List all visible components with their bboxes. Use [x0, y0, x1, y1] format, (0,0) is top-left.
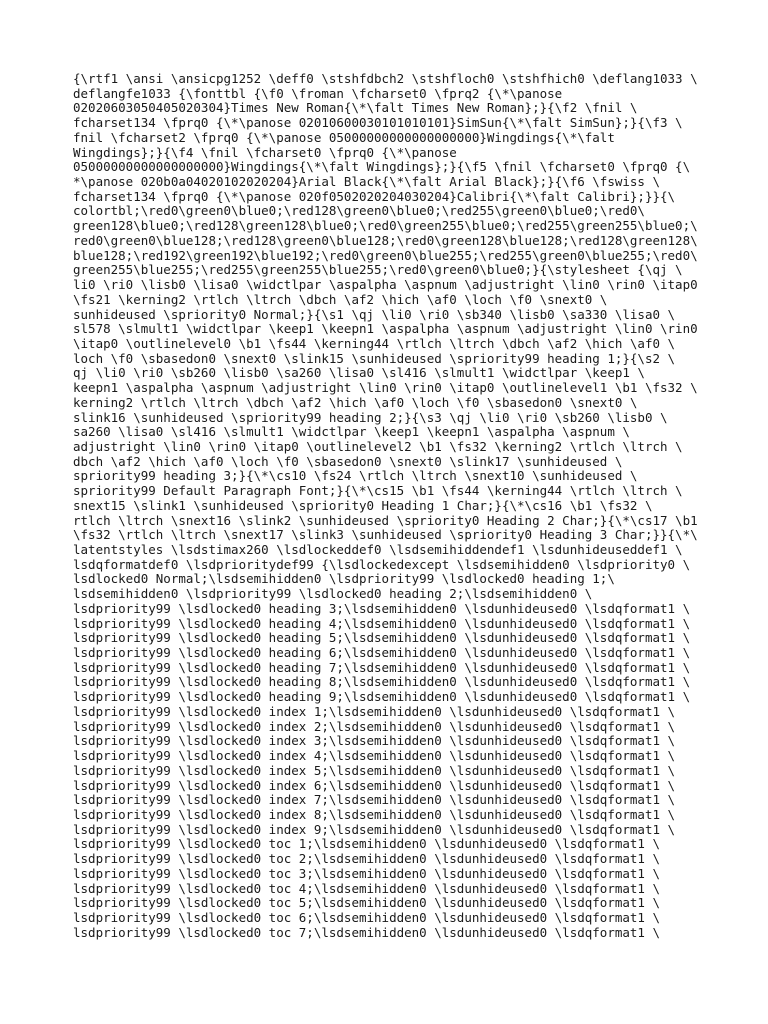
text-line: lsdpriority99 \lsdlocked0 heading 8;\lsdsemihidden0 \lsdunhideused0 \lsdqformat1 \ — [73, 674, 691, 690]
text-line: deflangfe1033 {\fonttbl {\f0 \froman \fcharset0 \fprq2 {\*\panose — [73, 85, 563, 101]
text-line: lsdpriority99 \lsdlocked0 index 3;\lsdsemihidden0 \lsdunhideused0 \lsdqformat1 \ — [73, 733, 676, 749]
text-line: slink16 \sunhideused \spriority99 heading 2;}{\s3 \qj \li0 \ri0 \sb260 \lisb0 \ — [73, 409, 668, 425]
text-line: lsdsemihidden0 \lsdpriority99 \lsdlocked0 heading 2;\lsdsemihidden0 \ — [73, 586, 593, 602]
text-line: green128\blue0;\red128\green128\blue0;\red0\green255\blue0;\red255\green255\blue0;\ — [73, 218, 698, 234]
text-line: lsdpriority99 \lsdlocked0 index 2;\lsdsemihidden0 \lsdunhideused0 \lsdqformat1 \ — [73, 718, 676, 734]
text-line: green255\blue255;\red255\green255\blue255;\red0\green0\blue0;}{\stylesheet {\qj \ — [73, 262, 683, 278]
text-line: sa260 \lisa0 \sl416 \slmult1 \widctlpar \keep1 \keepn1 \aspalpha \aspnum \ — [73, 424, 630, 440]
text-line: lsdpriority99 \lsdlocked0 heading 5;\lsdsemihidden0 \lsdunhideused0 \lsdqformat1 \ — [73, 630, 691, 646]
text-line: lsdlocked0 Normal;\lsdsemihidden0 \lsdpriority99 \lsdlocked0 heading 1;\ — [73, 571, 615, 587]
text-line: adjustright \lin0 \rin0 \itap0 \outlinelevel2 \b1 \fs32 \kerning2 \rtlch \ltrch \ — [73, 438, 683, 454]
text-line: \fs21 \kerning2 \rtlch \ltrch \dbch \af2 \hich \af0 \loch \f0 \snext0 \ — [73, 291, 608, 307]
text-line: lsdpriority99 \lsdlocked0 index 9;\lsdsemihidden0 \lsdunhideused0 \lsdqformat1 \ — [73, 821, 676, 837]
text-line: fnil \fcharset2 \fprq0 {\*\panose 05000000000000000000}Wingdings{\*\falt — [73, 129, 615, 145]
text-line: sunhideused \spriority0 Normal;}{\s1 \qj \li0 \ri0 \sb340 \lisb0 \sa330 \lisa0 \ — [73, 306, 676, 322]
text-line: lsdpriority99 \lsdlocked0 heading 7;\lsdsemihidden0 \lsdunhideused0 \lsdqformat1 \ — [73, 659, 691, 675]
text-line: {\rtf1 \ansi \ansicpg1252 \deff0 \stshfdbch2 \stshfloch0 \stshfhich0 \deflang1033 \ — [73, 71, 698, 86]
text-line: fcharset134 \fprq0 {\*\panose 02010600030101010101}SimSun{\*\falt SimSun};}{\f3 \ — [73, 115, 683, 131]
text-line: lsdpriority99 \lsdlocked0 index 5;\lsdsemihidden0 \lsdunhideused0 \lsdqformat1 \ — [73, 762, 676, 778]
text-line: qj \li0 \ri0 \sb260 \lisb0 \sa260 \lisa0 \sl416 \slmult1 \widctlpar \keep1 \ — [73, 365, 645, 381]
text-line: lsdqformatdef0 \lsdprioritydef99 {\lsdlockedexcept \lsdsemihidden0 \lsdpriority0 \ — [73, 556, 691, 572]
text-line: blue128;\red192\green192\blue192;\red0\green0\blue255;\red255\green0\blue255;\red0\ — [73, 247, 698, 263]
text-line: lsdpriority99 \lsdlocked0 heading 3;\lsdsemihidden0 \lsdunhideused0 \lsdqformat1 \ — [73, 600, 691, 616]
text-line: lsdpriority99 \lsdlocked0 toc 1;\lsdsemihidden0 \lsdunhideused0 \lsdqformat1 \ — [73, 836, 660, 852]
text-line: dbch \af2 \hich \af0 \loch \f0 \sbasedon0 \snext0 \slink17 \sunhideused \ — [73, 453, 623, 469]
text-line: lsdpriority99 \lsdlocked0 toc 5;\lsdsemihidden0 \lsdunhideused0 \lsdqformat1 \ — [73, 895, 660, 911]
text-line: lsdpriority99 \lsdlocked0 toc 7;\lsdsemihidden0 \lsdunhideused0 \lsdqformat1 \ — [73, 924, 660, 940]
text-line: Wingdings};}{\f4 \fnil \fcharset0 \fprq0 {\*\panose — [73, 144, 457, 160]
text-line: lsdpriority99 \lsdlocked0 heading 4;\lsdsemihidden0 \lsdunhideused0 \lsdqformat1 \ — [73, 615, 691, 631]
text-line: red0\green0\blue128;\red128\green0\blue128;\red0\green128\blue128;\red128\green128\ — [73, 232, 698, 248]
text-line: lsdpriority99 \lsdlocked0 index 1;\lsdsemihidden0 \lsdunhideused0 \lsdqformat1 \ — [73, 703, 676, 719]
text-line: lsdpriority99 \lsdlocked0 index 6;\lsdsemihidden0 \lsdunhideused0 \lsdqformat1 \ — [73, 777, 676, 793]
text-line: li0 \ri0 \lisb0 \lisa0 \widctlpar \aspalpha \aspnum \adjustright \lin0 \rin0 \itap0 — [73, 277, 698, 293]
text-line: lsdpriority99 \lsdlocked0 toc 2;\lsdsemihidden0 \lsdunhideused0 \lsdqformat1 \ — [73, 851, 660, 867]
text-line: lsdpriority99 \lsdlocked0 index 4;\lsdsemihidden0 \lsdunhideused0 \lsdqformat1 \ — [73, 748, 676, 764]
text-line: latentstyles \lsdstimax260 \lsdlockeddef0 \lsdsemihiddendef1 \lsdunhideuseddef1 \ — [73, 542, 683, 557]
text-line: lsdpriority99 \lsdlocked0 index 8;\lsdsemihidden0 \lsdunhideused0 \lsdqformat1 \ — [73, 806, 676, 822]
text-line: lsdpriority99 \lsdlocked0 toc 4;\lsdsemihidden0 \lsdunhideused0 \lsdqformat1 \ — [73, 880, 660, 896]
text-line: fcharset134 \fprq0 {\*\panose 020f0502020204030204}Calibri{\*\falt Calibri};}}{\ — [73, 188, 676, 204]
text-line: kerning2 \rtlch \ltrch \dbch \af2 \hich \af0 \loch \f0 \sbasedon0 \snext0 \ — [73, 394, 638, 410]
text-line: lsdpriority99 \lsdlocked0 index 7;\lsdsemihidden0 \lsdunhideused0 \lsdqformat1 \ — [73, 792, 676, 808]
text-line: sl578 \slmult1 \widctlpar \keep1 \keepn1 \aspalpha \aspnum \adjustright \lin0 \rin0 — [73, 321, 698, 337]
text-line: \fs32 \rtlch \ltrch \snext17 \slink3 \sunhideused \spriority0 Heading 3 Char;}}{\*\ — [73, 527, 698, 543]
text-line: loch \f0 \sbasedon0 \snext0 \slink15 \sunhideused \spriority99 heading 1;}{\s2 \ — [73, 350, 676, 366]
text-line: lsdpriority99 \lsdlocked0 toc 3;\lsdsemihidden0 \lsdunhideused0 \lsdqformat1 \ — [73, 865, 660, 881]
text-line: lsdpriority99 \lsdlocked0 heading 9;\lsdsemihidden0 \lsdunhideused0 \lsdqformat1 \ — [73, 689, 691, 705]
text-line: \itap0 \outlinelevel0 \b1 \fs44 \kerning44 \rtlch \ltrch \dbch \af2 \hich \af0 \ — [73, 335, 676, 351]
text-line: lsdpriority99 \lsdlocked0 heading 6;\lsdsemihidden0 \lsdunhideused0 \lsdqformat1 \ — [73, 645, 691, 661]
text-line: snext15 \slink1 \sunhideused \spriority0 Heading 1 Char;}{\*\cs16 \b1 \fs32 \ — [73, 497, 653, 513]
text-line: *\panose 020b0a04020102020204}Arial Black{\*\falt Arial Black};}{\f6 \fswiss \ — [73, 174, 660, 190]
text-line: keepn1 \aspalpha \aspnum \adjustright \lin0 \rin0 \itap0 \outlinelevel1 \b1 \fs32 \ — [73, 380, 698, 396]
text-line: spriority99 heading 3;}{\*\cs10 \fs24 \rtlch \ltrch \snext10 \sunhideused \ — [73, 468, 638, 484]
rtf-source-text — [73, 72, 713, 940]
text-line: colortbl;\red0\green0\blue0;\red128\green0\blue0;\red255\green0\blue0;\red0\ — [73, 203, 645, 219]
text-line: 05000000000000000000}Wingdings{\*\falt Wingdings};}{\f5 \fnil \fcharset0 \fprq0 {\ — [73, 159, 691, 175]
text-line: spriority99 Default Paragraph Font;}{\*\cs15 \b1 \fs44 \kerning44 \rtlch \ltrch \ — [73, 483, 683, 499]
text-line: lsdpriority99 \lsdlocked0 toc 6;\lsdsemihidden0 \lsdunhideused0 \lsdqformat1 \ — [73, 909, 660, 925]
text-line: rtlch \ltrch \snext16 \slink2 \sunhideused \spriority0 Heading 2 Char;}{\*\cs17 \b1 — [73, 512, 698, 528]
text-line: 02020603050405020304}Times New Roman{\*\falt Times New Roman};}{\f2 \fnil \ — [73, 100, 638, 116]
